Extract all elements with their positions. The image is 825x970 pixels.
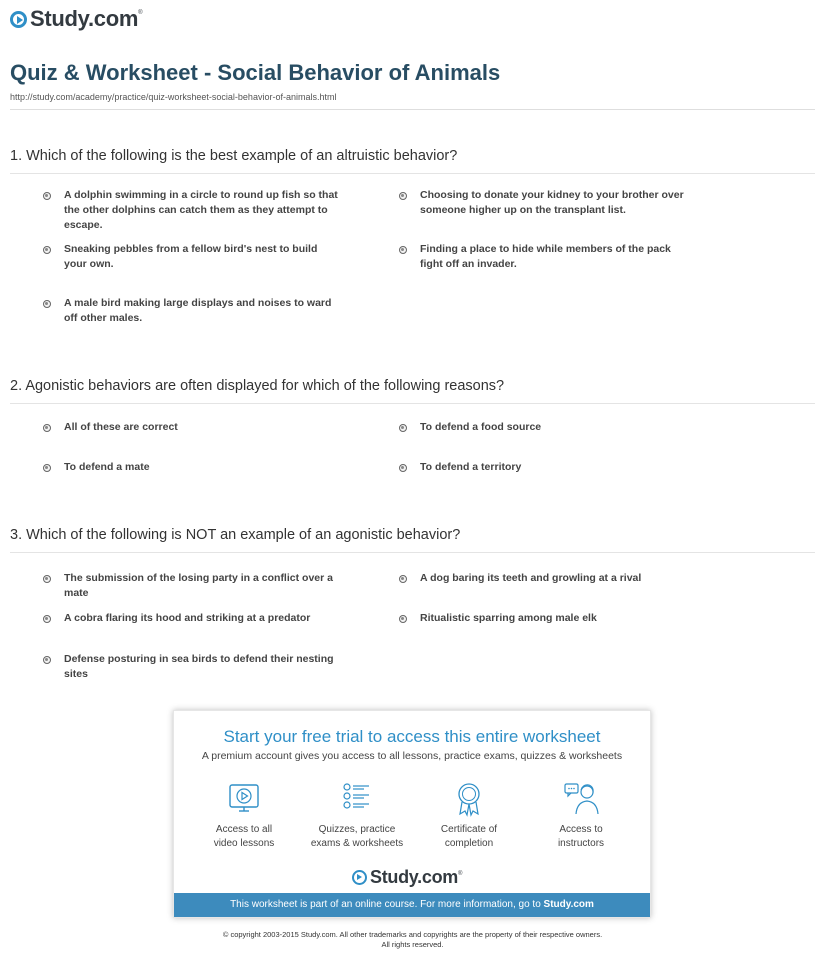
promo-study-logo[interactable]: Study.com ®	[352, 867, 462, 888]
instructor-icon	[563, 781, 599, 817]
feature-quizzes	[302, 781, 412, 851]
feature-certificate	[414, 781, 524, 851]
radio-button-icon[interactable]	[43, 656, 51, 664]
option-item[interactable]	[366, 460, 696, 475]
radio-button-icon[interactable]	[399, 615, 407, 623]
quiz-list-icon	[340, 781, 374, 817]
course-info-banner: This worksheet is part of an online course. For more information, go to Study.com	[174, 893, 650, 917]
option-label: To defend a territory	[420, 461, 522, 473]
feature-video-lessons	[189, 781, 299, 851]
radio-button-icon[interactable]	[399, 464, 407, 472]
play-circle-icon	[10, 11, 27, 28]
question-text: 3. Which of the following is NOT an example of an agonistic behavior?	[10, 527, 461, 543]
option-label: Finding a place to hide while members of the pack fight off an invader.	[420, 243, 671, 270]
option-item[interactable]	[366, 571, 696, 586]
option-label: A dolphin swimming in a circle to round up fish so that the other dolphins can catch them as they attempt to escape.	[64, 189, 338, 231]
feature-label: Certificate of completion	[440, 824, 498, 849]
question-divider	[10, 403, 815, 404]
option-label: To defend a mate	[64, 461, 150, 473]
radio-button-icon[interactable]	[43, 192, 51, 200]
radio-button-icon[interactable]	[43, 464, 51, 472]
video-lesson-icon	[227, 781, 261, 817]
radio-button-icon[interactable]	[43, 246, 51, 254]
option-label: To defend a food source	[420, 421, 542, 433]
option-item[interactable]	[10, 652, 340, 682]
option-label: All of these are correct	[64, 421, 178, 433]
option-label: The submission of the losing party in a conflict over a mate	[64, 572, 333, 599]
logo-wordmark: Study.com	[30, 6, 139, 31]
question-3	[10, 527, 815, 680]
radio-button-icon[interactable]	[43, 615, 51, 623]
option-item[interactable]	[366, 242, 696, 272]
question-divider	[10, 173, 815, 174]
radio-button-icon[interactable]	[43, 575, 51, 583]
question-text: 2. Agonistic behaviors are often displayed for which of the following reasons?	[10, 378, 505, 394]
page-url: http://study.com/academy/practice/quiz-worksheet-social-behavior-of-animals.html	[10, 92, 337, 102]
option-item[interactable]	[10, 296, 340, 326]
radio-button-icon[interactable]	[399, 246, 407, 254]
promo-title[interactable]: Start your free trial to access this entire worksheet	[223, 727, 601, 746]
radio-button-icon[interactable]	[399, 424, 407, 432]
option-item[interactable]	[10, 242, 340, 272]
option-item[interactable]	[366, 188, 696, 218]
option-label: Defense posturing in sea birds to defend their nesting sites	[64, 653, 334, 680]
option-item[interactable]	[10, 611, 340, 626]
study-logo[interactable]: Study.com ®	[10, 6, 143, 32]
page-title: Quiz & Worksheet - Social Behavior of Animals	[10, 60, 501, 85]
option-item[interactable]	[10, 420, 340, 435]
option-item[interactable]	[10, 188, 340, 233]
option-label: A cobra flaring its hood and striking at a predator	[64, 612, 311, 624]
copyright-footer: © copyright 2003-2015 Study.com. All other trademarks and copyrights are the property of their respective owners. All rights reserved.	[222, 930, 603, 949]
study-link[interactable]: Study.com	[543, 899, 594, 910]
question-1	[10, 148, 815, 324]
radio-button-icon[interactable]	[399, 575, 407, 583]
play-circle-icon	[352, 870, 367, 885]
option-label: Ritualistic sparring among male elk	[420, 612, 597, 624]
question-2	[10, 378, 815, 473]
feature-instructors	[526, 781, 636, 851]
option-label: Sneaking pebbles from a fellow bird's nest to build your own.	[64, 243, 318, 270]
question-divider	[10, 552, 815, 553]
question-text: 1. Which of the following is the best example of an altruistic behavior?	[10, 148, 458, 164]
feature-label: Quizzes, practice exams & worksheets	[310, 824, 404, 849]
header-divider	[10, 109, 815, 110]
option-label: A male bird making large displays and noises to ward off other males.	[64, 297, 332, 324]
certificate-icon	[452, 781, 486, 817]
logo-wordmark: Study.com	[370, 867, 458, 887]
option-item[interactable]	[10, 460, 340, 475]
feature-label: Access to all video lessons	[213, 824, 275, 849]
option-item[interactable]	[366, 420, 696, 435]
option-label: Choosing to donate your kidney to your brother over someone higher up on the transplant list.	[420, 189, 684, 216]
option-item[interactable]	[366, 611, 696, 626]
feature-label: Access to instructors	[557, 824, 605, 849]
radio-button-icon[interactable]	[43, 300, 51, 308]
option-item[interactable]	[10, 571, 340, 601]
radio-button-icon[interactable]	[43, 424, 51, 432]
free-trial-promo	[173, 710, 651, 918]
option-label: A dog baring its teeth and growling at a rival	[420, 572, 642, 584]
promo-subtitle: A premium account gives you access to all lessons, practice exams, quizzes & worksheets	[201, 750, 623, 762]
radio-button-icon[interactable]	[399, 192, 407, 200]
